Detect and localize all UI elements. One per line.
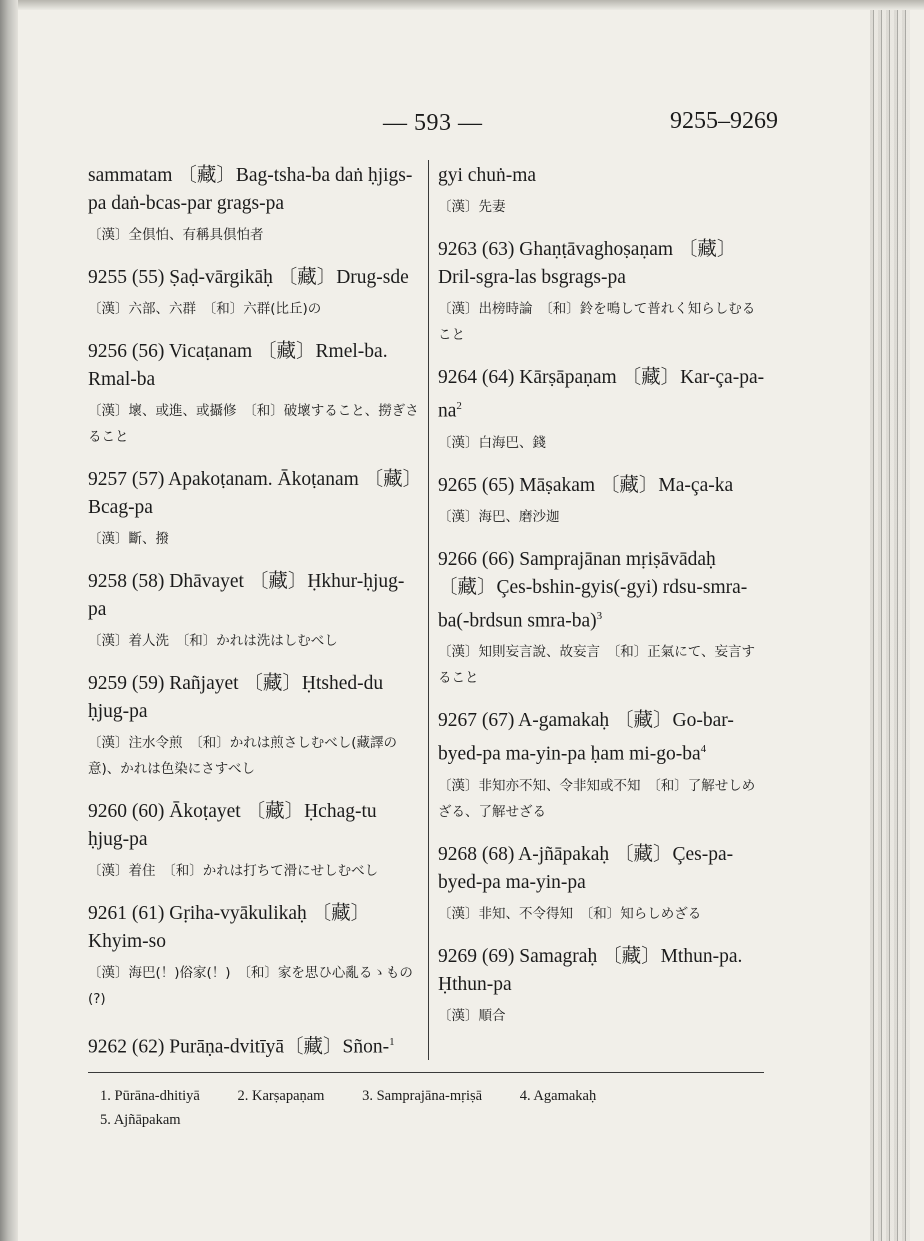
footnote-row	[100, 1108, 780, 1132]
entry-9263	[438, 236, 768, 348]
book-page-edges	[870, 10, 910, 1241]
entry-headword-text: 9266 (66) Samprajānan mṛiṣāvādaḥ 〔藏〕Çes-bshin-gyis(-gyi) rdsu-smra-ba(-brdsun smra-ba)	[438, 548, 748, 631]
entry-9262-cont	[438, 162, 768, 220]
entry-gloss: 〔漢〕非知、不令得知 〔和〕知らしめざる	[438, 905, 702, 922]
entry-headword: sammatam 〔藏〕Bag-tsha-ba daṅ ḥjigs-pa daṅ-bcas-par grags-pa	[88, 165, 413, 214]
entry-9265	[438, 472, 768, 530]
entry-headword	[88, 1028, 420, 1062]
entry-headword: 9260 (60) Ākoṭayet 〔藏〕Ḥchag-tu ḥjug-pa	[88, 801, 377, 850]
column-divider	[428, 160, 429, 1060]
entry-gloss: 〔漢〕斷、撥	[88, 531, 169, 547]
footnote-2: 2. Karṣapaṇam	[237, 1088, 325, 1104]
footnote-divider	[88, 1072, 764, 1073]
entry-9259	[88, 670, 420, 782]
entry-9256	[88, 338, 420, 450]
entry-headword-text: 9264 (64) Kārṣāpaṇam 〔藏〕Kar-ça-pa-na	[438, 367, 765, 422]
footnote-marker: 4	[700, 743, 707, 755]
entry-gloss: 〔漢〕六部、六群 〔和〕六群(比丘)の	[88, 301, 322, 317]
entry-headword: 9257 (57) Apakoṭanam. Ākoṭanam 〔藏〕Bcag-pa	[88, 469, 413, 518]
entry-headword: 9259 (59) Rañjayet 〔藏〕Ḥtshed-du ḥjug-pa	[88, 673, 384, 722]
entry-headword: 9268 (68) A-jñāpakaḥ 〔藏〕Çes-pa-byed-pa ma-yin-pa	[438, 843, 734, 893]
entry-headword: 9258 (58) Dhāvayet 〔藏〕Ḥkhur-ḥjug-pa	[88, 571, 405, 620]
entry-gloss: 〔漢〕全倶怕、有稱具倶怕者	[88, 227, 264, 243]
entry-gloss: 〔漢〕注水令煎 〔和〕かれは煎さしむべし(藏譯の意)、かれは色染にさすべし	[88, 735, 398, 777]
footnote-1: 1. Pūrāna-dhitiyā	[100, 1088, 200, 1104]
entry-gloss: 〔漢〕海巴(！)俗家(！) 〔和〕家を思ひ心亂るゝもの(?)	[88, 965, 413, 1007]
entry-gloss: 〔漢〕出榜時論 〔和〕鈴を鳴して普れく知らしむること	[438, 301, 756, 343]
entry-9262	[88, 1028, 420, 1062]
book-spine-shadow	[0, 0, 18, 1241]
entry-9260	[88, 798, 420, 884]
footnote-4: 4. Agamakaḥ	[519, 1088, 597, 1104]
footnote-3: 3. Samprajāna-mṛiṣā	[362, 1088, 483, 1104]
entry-headword	[438, 707, 768, 769]
entry-9258	[88, 568, 420, 654]
entry-headword: gyi chuṅ-ma	[438, 165, 537, 186]
footnote-marker: 1	[389, 1036, 395, 1048]
entry-9266	[438, 546, 768, 692]
entry-headword	[438, 364, 768, 426]
entry-gloss: 〔漢〕順合	[438, 1007, 506, 1024]
entry-range: 9255–9269	[670, 108, 778, 134]
footnote-marker: 2	[456, 400, 462, 412]
entry-9261	[88, 900, 420, 1012]
page-top-edge	[18, 0, 924, 10]
entry-gloss: 〔漢〕壞、或進、或攝修 〔和〕破壞すること、撈ぎさること	[88, 403, 419, 445]
entry-gloss: 〔漢〕海巴、磨沙迦	[438, 508, 560, 525]
entry-9267	[438, 707, 768, 825]
entry-sammatam	[88, 162, 420, 248]
entry-headword	[438, 546, 768, 636]
entry-9255	[88, 264, 420, 322]
entry-headword: 9269 (69) Samagraḥ 〔藏〕Mthun-pa. Ḥthun-pa	[438, 945, 743, 995]
entry-gloss: 〔漢〕着住 〔和〕かれは打ちて滑にせしむべし	[88, 863, 379, 879]
entry-headword: 9265 (65) Māṣakam 〔藏〕Ma-ça-ka	[438, 474, 734, 496]
left-column	[88, 162, 420, 1078]
right-column	[438, 162, 768, 1045]
entry-gloss: 〔漢〕知則妄言說、故妄言 〔和〕正氣にて、妄言すること	[438, 644, 755, 686]
entry-headword: 9256 (56) Vicaṭanam 〔藏〕Rmel-ba. Rmal-ba	[88, 341, 388, 390]
entry-gloss: 〔漢〕先妻	[438, 199, 506, 215]
entry-headword-text: 9267 (67) A-gamakaḥ 〔藏〕Go-bar-byed-pa ma-yin-pa ḥam mi-go-ba	[438, 710, 734, 765]
entry-gloss: 〔漢〕非知亦不知、令非知或不知 〔和〕了解せしめざる、了解せざる	[438, 777, 756, 820]
page-number: — 593 —	[383, 110, 483, 136]
footnote-marker: 3	[596, 609, 603, 622]
footnote-5: 5. Ajñāpakam	[100, 1112, 181, 1128]
entry-9268	[438, 841, 768, 927]
footnote-row	[100, 1084, 780, 1108]
entry-9264	[438, 364, 768, 456]
entry-9269	[438, 943, 768, 1029]
footnotes	[100, 1084, 780, 1132]
entry-gloss: 〔漢〕白海巴、錢	[438, 434, 546, 451]
entry-headword: 9261 (61) Gṛiha-vyākulikaḥ 〔藏〕Khyim-so	[88, 903, 371, 952]
entry-headword-text: 9262 (62) Purāṇa-dvitīyā〔藏〕Sñon-	[88, 1036, 390, 1058]
entry-headword: 9255 (55) Ṣaḍ-vārgikāḥ 〔藏〕Drug-sde	[88, 267, 409, 288]
entry-headword: 9263 (63) Ghaṇṭāvaghoṣaṇam 〔藏〕Dril-sgra-las bsgrags-pa	[438, 239, 737, 288]
entry-9257	[88, 466, 420, 552]
entry-gloss: 〔漢〕着人洗 〔和〕かれは洗はしむべし	[88, 633, 338, 649]
